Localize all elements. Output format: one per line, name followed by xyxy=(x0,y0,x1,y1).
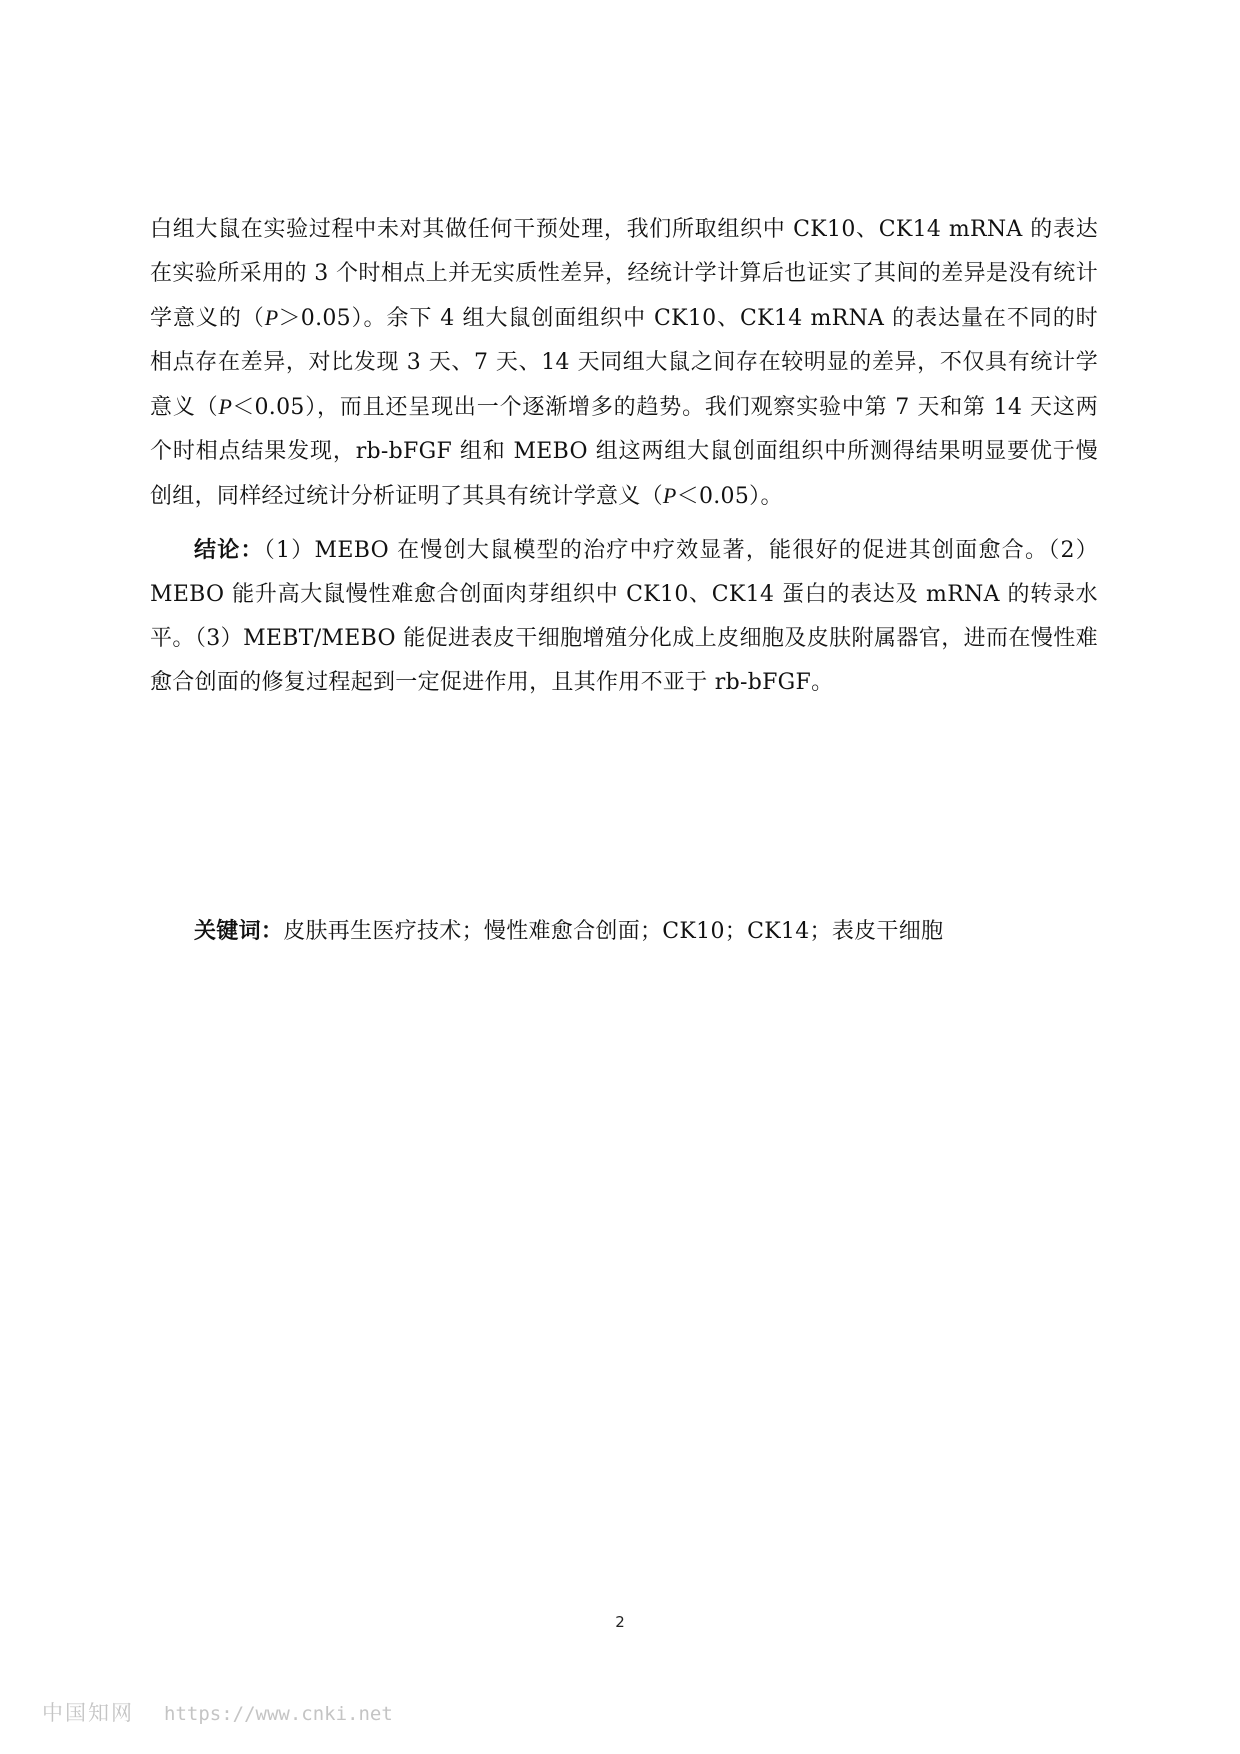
keywords-text: 皮肤再生医疗技术；慢性难愈合创面；CK10；CK14；表皮干细胞 xyxy=(283,919,944,944)
results-text-part-1: 白组大鼠在实验过程中未对其做任何干预处理，我们所取组织中 CK10、CK14 mRNA 的表达在实验所采用的 3 个时相点上并无实质性差异，经统计学计算后也证实了其间的差异是没有统计学意义的（ xyxy=(150,217,1098,331)
conclusion-label: 结论： xyxy=(194,538,264,563)
results-text-part-2: ＞0.05）。余下 4 组大鼠创面组织中 CK10、CK14 mRNA 的表达量在不同的时相点存在差异，对比发现 3 天、7 天、14 天同组大鼠之间存在较明显的差异，不仅具有统计学意义（ xyxy=(150,306,1098,420)
keywords-label: 关键词： xyxy=(194,919,284,944)
p-value-symbol: P xyxy=(218,394,233,419)
page-number: 2 xyxy=(615,1613,625,1631)
conclusion-paragraph xyxy=(150,529,1098,705)
watermark xyxy=(42,1698,393,1729)
watermark-url: https://www.cnki.net xyxy=(164,1703,393,1725)
abstract-body xyxy=(150,208,1098,705)
watermark-site-name: 中国知网 xyxy=(42,1701,134,1725)
p-value-symbol: P xyxy=(662,483,677,508)
keywords-line xyxy=(194,910,1098,954)
conclusion-text: （1）MEBO 在慢创大鼠模型的治疗中疗效显著，能很好的促进其创面愈合。（2）MEBO 能升高大鼠慢性难愈合创面肉芽组织中 CK10、CK14 蛋白的表达及 mRNA 的转录水平。（3）MEBT/MEBO 能促进表皮干细胞增殖分化成上皮细胞及皮肤附属器官，进而在慢性难愈合创面的修复过程起到一定促进作用，且其作用不亚于 rb-bFGF。 xyxy=(150,538,1099,695)
p-value-symbol: P xyxy=(264,305,279,330)
results-text-part-3: ＜0.05），而且还呈现出一个逐渐增多的趋势。我们观察实验中第 7 天和第 14 天这两个时相点结果发现，rb-bFGF 组和 MEBO 组这两组大鼠创面组织中所测得结果明显要优于慢创组，同样经过统计分析证明了其具有统计学意义（ xyxy=(150,395,1098,509)
results-text-part-4: ＜0.05）。 xyxy=(676,484,783,509)
results-paragraph xyxy=(150,208,1098,519)
